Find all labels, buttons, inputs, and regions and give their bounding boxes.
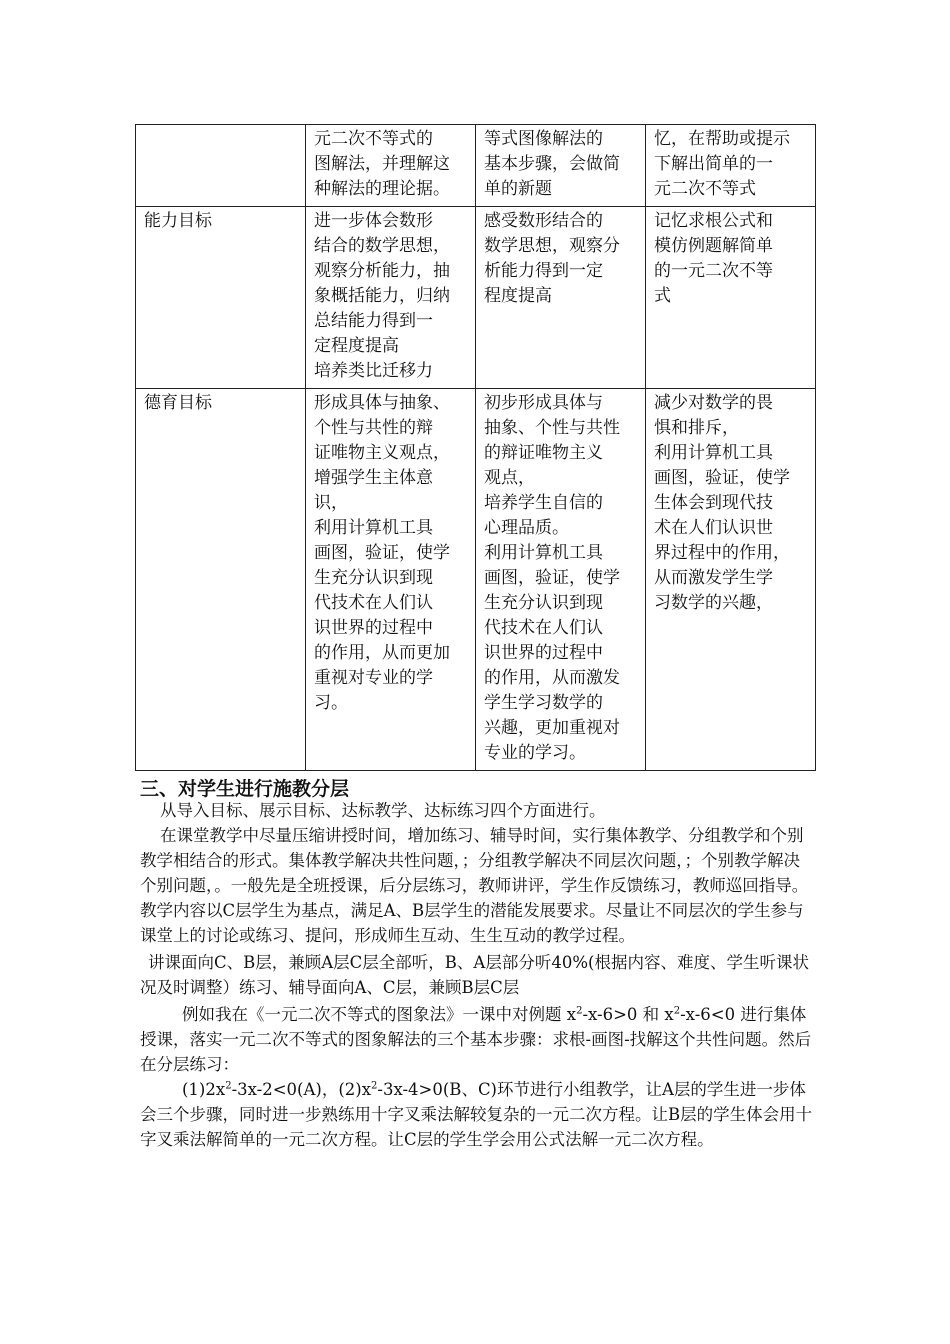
table-row (136, 207, 816, 389)
paragraph-1: 从导入目标、展示目标、达标教学、达标练习四个方面进行。 (160, 801, 606, 820)
cell-line: 减少对数学的畏 (654, 393, 773, 413)
cell-line: 的辩证唯物主义 (484, 443, 603, 463)
cell-line: 的作用，从而激发 (484, 668, 620, 688)
cell-line: 画图，验证，使学 (654, 468, 790, 488)
row-label-cell: 德育目标 (136, 389, 306, 771)
cell-line: 忆，在帮助或提示 (654, 129, 790, 149)
superscript: 2 (576, 1005, 583, 1017)
cell-line: 总结能力得到一 (314, 311, 433, 331)
cell-line: 从而激发学生学 (654, 568, 773, 588)
cell-line: 式 (654, 286, 671, 306)
cell-line: 进一步体会数形 (314, 211, 433, 231)
cell-line: 初步形成具体与 (484, 393, 603, 413)
cell-line: 代技术在人们认 (314, 593, 433, 613)
cell-line: 模仿例题解简单 (654, 236, 773, 256)
superscript: 2 (673, 1005, 681, 1017)
cell-line: 学生学习数学的 (484, 693, 603, 713)
cell-line: 兴趣，更加重视对 (484, 718, 620, 738)
cell-line: 识世界的过程中 (314, 618, 433, 638)
goals-table-body (136, 125, 816, 771)
cell-line: 培养类比迁移力 (314, 361, 433, 381)
cell-line: 个性与共性的辩 (314, 418, 433, 438)
cell-line: 代技术在人们认 (484, 618, 603, 638)
cell-line: 重视对专业的学 (314, 668, 433, 688)
cell-line: 利用计算机工具 (484, 543, 603, 563)
section-heading: 三、对学生进行施教分层 (140, 778, 350, 800)
table-cell (476, 125, 646, 207)
cell-line: 习。 (314, 693, 348, 713)
table-cell (306, 389, 476, 771)
paragraph-5-part-3: -3x-4>0(B、C)环节进行小组教学，让A层的学生进一步体会三个步骤，同时进一步熟练用十字叉乘法解较复杂的一元二次方程。让B层的学生体会用十字叉乘法解简单的一元二次方程。让C层的学生学会用公式法解一元二次方程。 (140, 1080, 813, 1149)
paragraph-4 (140, 1002, 815, 1077)
cell-line: 图解法，并理解这 (314, 154, 450, 174)
cell-line: 数学思想，观察分 (484, 236, 620, 256)
table-cell (306, 125, 476, 207)
cell-line: 单的新题 (484, 179, 552, 199)
cell-line: 的作用，从而更加 (314, 643, 450, 663)
cell-line: 种解法的理论据。 (314, 179, 450, 199)
cell-line: 识， (314, 493, 348, 513)
table-row (136, 389, 816, 771)
section-body (140, 798, 815, 1152)
paragraph-5-part-2: -3x-2<0(A)，(2)x (231, 1080, 372, 1099)
table-cell (476, 389, 646, 771)
cell-line: 惧和排斥， (654, 418, 739, 438)
cell-line: 利用计算机工具 (314, 518, 433, 538)
cell-line: 生体会到现代技 (654, 493, 773, 513)
cell-line: 元二次不等式的 (314, 129, 433, 149)
cell-line: 培养学生自信的 (484, 493, 603, 513)
cell-line: 生充分认识到现 (484, 593, 603, 613)
cell-line: 画图，验证，使学 (314, 543, 450, 563)
cell-line: 感受数形结合的 (484, 211, 603, 231)
cell-line: 抽象、个性与共性 (484, 418, 620, 438)
cell-line: 画图，验证，使学 (484, 568, 620, 588)
table-cell (646, 389, 816, 771)
paragraph-3: 讲课面向C、B层，兼顾A层C层全部听，B、A层部分听40%(根据内容、难度、学生听课状况及时调整）练习、辅导面向A、C层，兼顾B层C层 (140, 953, 809, 997)
paragraph-4-part-3: -x-6<0 进行集体授课，落实一元二次不等式的图象解法的三个基本步骤：求根-画图-找解这个共性问题。然后在分层练习： (140, 1005, 812, 1074)
table-cell (306, 207, 476, 389)
cell-line: 习数学的兴趣， (654, 593, 773, 613)
cell-line: 观点， (484, 468, 535, 488)
cell-line: 记忆求根公式和 (654, 211, 773, 231)
cell-line: 等式图像解法的 (484, 129, 603, 149)
row-label-cell: 能力目标 (136, 207, 306, 389)
cell-line: 析能力得到一定 (484, 261, 603, 281)
cell-line: 专业的学习。 (484, 743, 586, 763)
cell-line: 形成具体与抽象、 (314, 393, 450, 413)
paragraph-5 (140, 1077, 815, 1152)
paragraph-4-part-1: 例如我在《一元二次不等式的图象法》一课中对例题 x (182, 1005, 577, 1024)
cell-line: 术在人们认识世 (654, 518, 773, 538)
cell-line: 利用计算机工具 (654, 443, 773, 463)
table-cell (476, 207, 646, 389)
cell-line: 定程度提高 (314, 336, 399, 356)
paragraph-2: 在课堂教学中尽量压缩讲授时间，增加练习、辅导时间，实行集体教学、分组教学和个别教学相结合的形式。集体教学解决共性问题，；分组教学解决不同层次问题，；个别教学解决个别问题，。一般先是全班授课，后分层练习，教师讲评，学生作反馈练习，教师巡回指导。教学内容以C层学生为基点，满足A、B层学生的潜能发展要求。尽量让不同层次的学生参与课堂上的讨论或练习、提问，形成师生互动、生生互动的教学过程。 (140, 826, 809, 945)
goals-table (135, 124, 816, 771)
paragraph-4-part-2: -x-6>0 和 x (582, 1005, 674, 1024)
cell-line: 下解出简单的一 (654, 154, 773, 174)
cell-line: 象概括能力，归纳 (314, 286, 450, 306)
cell-line: 观察分析能力，抽 (314, 261, 450, 281)
cell-line: 生充分认识到现 (314, 568, 433, 588)
row-label-cell (136, 125, 306, 207)
table-row (136, 125, 816, 207)
cell-line: 增强学生主体意 (314, 468, 433, 488)
cell-line: 界过程中的作用， (654, 543, 790, 563)
cell-line: 元二次不等式 (654, 179, 756, 199)
cell-line: 识世界的过程中 (484, 643, 603, 663)
paragraph-5-part-1: (1)2x (182, 1080, 226, 1099)
cell-line: 结合的数学思想， (314, 236, 450, 256)
cell-line: 基本步骤，会做简 (484, 154, 620, 174)
table-cell (646, 125, 816, 207)
cell-line: 证唯物主义观点， (314, 443, 450, 463)
superscript: 2 (371, 1080, 378, 1092)
cell-line: 的一元二次不等 (654, 261, 773, 281)
superscript: 2 (225, 1080, 232, 1092)
cell-line: 程度提高 (484, 286, 552, 306)
cell-line: 心理品质。 (484, 518, 569, 538)
table-cell (646, 207, 816, 389)
